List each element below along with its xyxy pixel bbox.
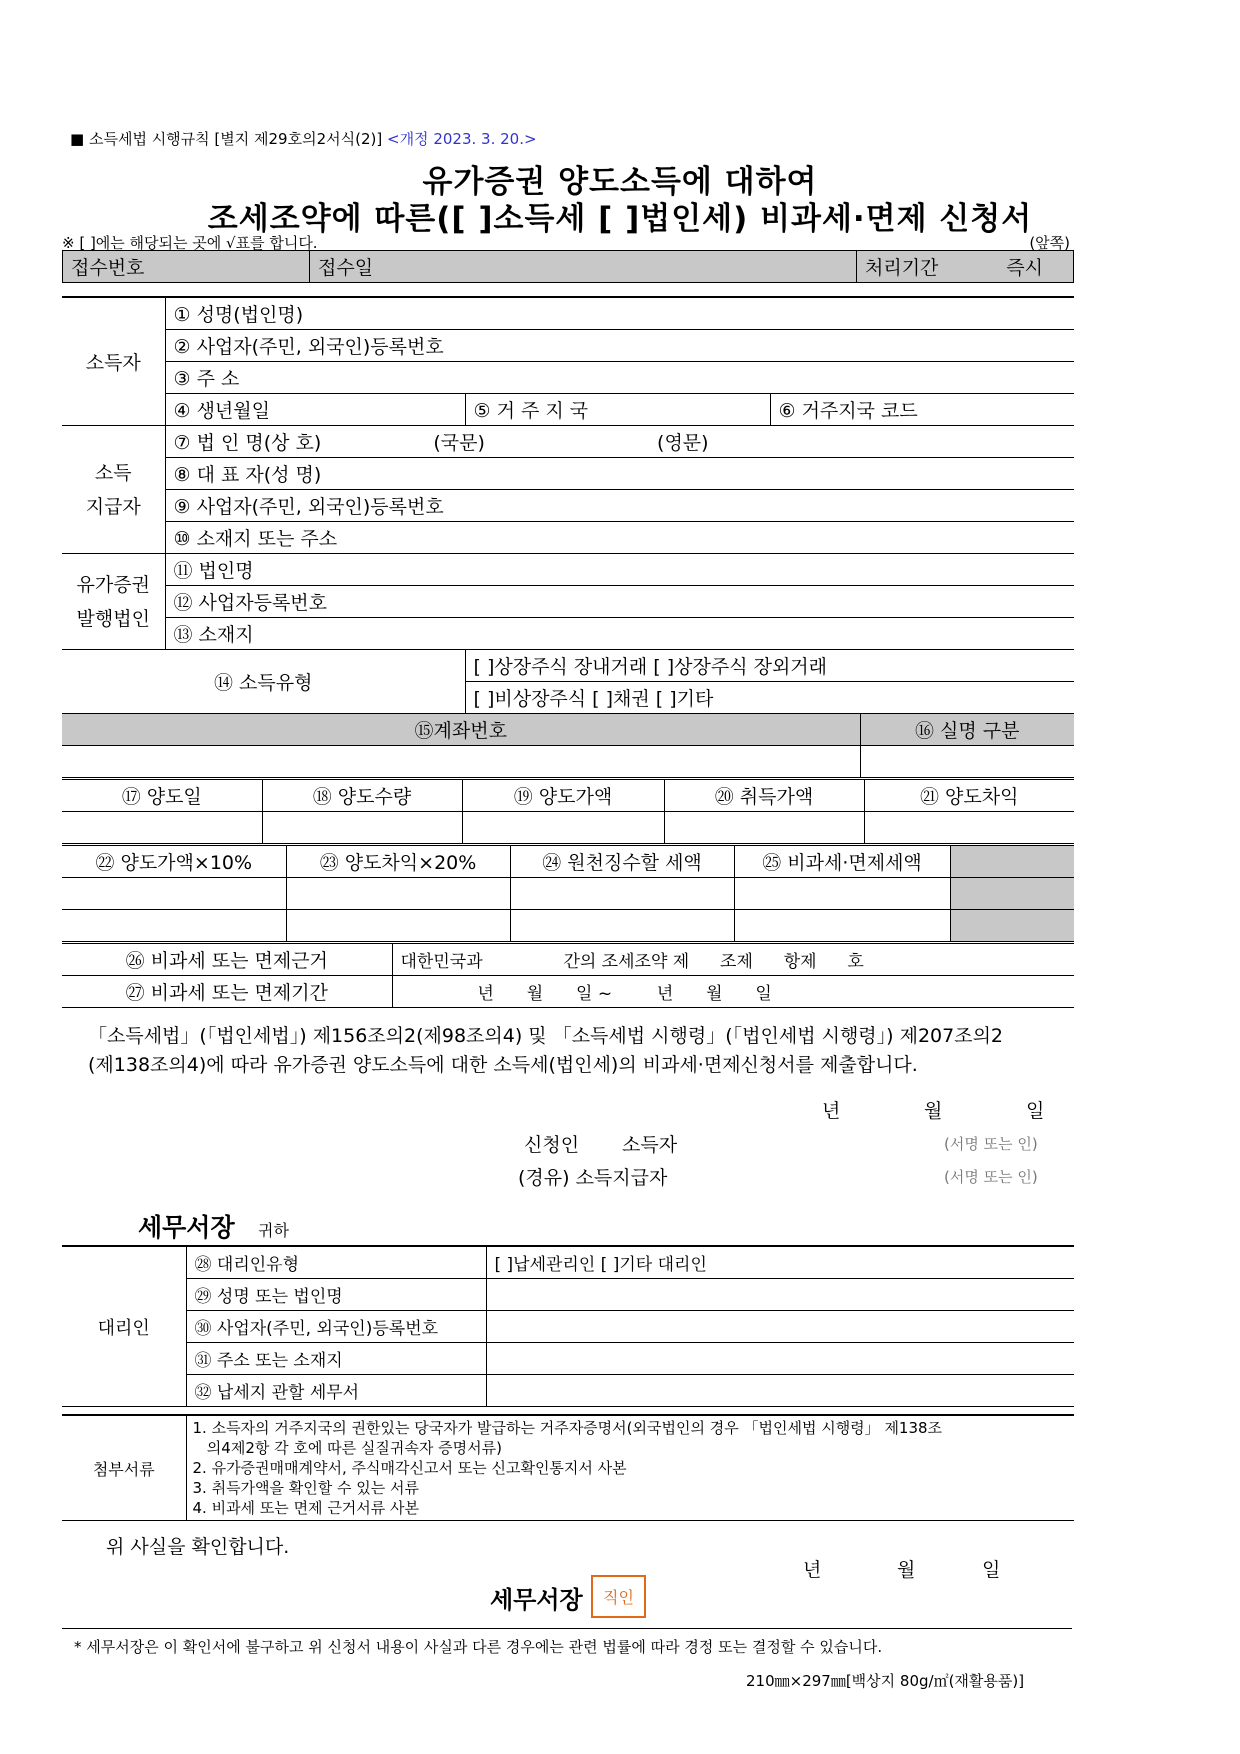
agent-office-field[interactable] — [486, 1375, 1074, 1407]
transfer-table — [62, 779, 1074, 844]
basis-item: 호 — [847, 952, 864, 972]
withhold-header: ㉔ 원천징수할 세액 — [510, 846, 734, 878]
period-year-1: 년 — [477, 984, 494, 1004]
issuer-location-field[interactable]: ⑬ 소재지 — [165, 618, 1074, 650]
issuer-bizno-field[interactable]: ⑫ 사업자등록번호 — [165, 586, 1074, 618]
account-table — [62, 713, 1074, 778]
attachments-label: 첨부서류 — [62, 1415, 186, 1521]
income-type-label: ⑭ 소득유형 — [62, 650, 465, 714]
form-title-line1: 유가증권 양도소득에 대하여 — [422, 164, 818, 200]
payer-label — [62, 426, 165, 554]
issuer-label-1: 유가증권 — [76, 573, 150, 596]
date-day: 일 — [1026, 1100, 1045, 1122]
info-table — [62, 296, 1074, 714]
transfer-date-field[interactable] — [62, 812, 262, 844]
payer-sign[interactable]: (서명 또는 인) — [944, 1168, 1038, 1186]
payer-regno-field[interactable]: ⑨ 사업자(주민, 외국인)등록번호 — [165, 490, 1074, 522]
receipt-table — [62, 250, 1074, 283]
gain20-header: ㉓ 양도차익×20% — [286, 846, 510, 878]
basis-field[interactable] — [392, 944, 1074, 976]
earner-sign[interactable]: (서명 또는 인) — [944, 1135, 1038, 1153]
form-ref-text: 소득세법 시행규칙 [별지 제29호의2서식(2)] — [88, 130, 383, 148]
tax-table — [62, 845, 1074, 942]
addressee-office: 세무서장 — [138, 1213, 235, 1242]
applicant-earner: 소득자 — [622, 1134, 678, 1156]
account-no-header: ⑮계좌번호 — [62, 714, 860, 746]
attachment-item: 3. 취득가액을 확인할 수 있는 서류 — [192, 1479, 420, 1497]
attachment-item: 2. 유가증권매매계약서, 주식매각신고서 또는 신고확인통지서 사본 — [192, 1459, 627, 1477]
process-period-value: 즉시 — [953, 251, 1074, 283]
footnote-divider — [62, 1628, 1072, 1629]
price10-field[interactable] — [62, 878, 286, 910]
transfer-price-header: ⑲ 양도가액 — [462, 780, 664, 812]
earner-birth-field[interactable]: ④ 생년월일 — [165, 394, 465, 426]
transfer-gain-header: ㉑ 양도차익 — [864, 780, 1074, 812]
attachments-list — [186, 1415, 1074, 1521]
shaded-cell — [950, 878, 1074, 910]
agent-name-label: ㉙ 성명 또는 법인명 — [186, 1279, 486, 1311]
earner-address-field[interactable]: ③ 주 소 — [165, 362, 1074, 394]
statement-line1: 「소득세법」(「법인세법」) 제156조의2(제98조의4) 및 「소득세법 시행령」(「법인세법 시행령」) 제207조의2 — [88, 1025, 1004, 1047]
confirm-year: 년 — [803, 1559, 822, 1581]
attachments-table — [62, 1414, 1074, 1521]
payer-corp-name-label: ⑦ 법 인 명(상 호) — [173, 432, 322, 454]
exempt-field[interactable] — [734, 878, 950, 910]
payer-rep-field[interactable]: ⑧ 대 표 자(성 명) — [165, 458, 1074, 490]
checkbox-note: ※ [ ]에는 해당되는 곳에 √표를 합니다. — [62, 234, 318, 252]
issuer-name-field[interactable]: ⑪ 법인명 — [165, 554, 1074, 586]
basis-table — [62, 943, 1074, 1008]
page-side: (앞쪽) — [1029, 234, 1070, 252]
statement-line2: (제138조의4)에 따라 유가증권 양도소득에 대한 소득세(법인세)의 비과세·면제신청서를 제출합니다. — [88, 1054, 918, 1076]
agent-table — [62, 1245, 1074, 1407]
realname-header: ⑯ 실명 구분 — [860, 714, 1074, 746]
transfer-qty-header: ⑱ 양도수량 — [262, 780, 462, 812]
gain20-field[interactable] — [286, 878, 510, 910]
payer-label-2: 지급자 — [85, 495, 141, 518]
price10-field[interactable] — [62, 910, 286, 942]
withhold-field[interactable] — [510, 910, 734, 942]
revision-date: <개정 2023. 3. 20.> — [387, 130, 537, 148]
transfer-gain-field[interactable] — [864, 812, 1074, 844]
acq-price-field[interactable] — [664, 812, 864, 844]
agent-address-label: ㉛ 주소 또는 소재지 — [186, 1343, 486, 1375]
confirm-day: 일 — [982, 1559, 1001, 1581]
footnote: * 세무서장은 이 확인서에 불구하고 위 신청서 내용이 사실과 다른 경우에는 관련 법률에 따라 경정 또는 결정할 수 있습니다. — [74, 1638, 883, 1656]
korean-name-label: (국문) — [433, 432, 485, 454]
process-period-label: 처리기간 — [857, 251, 954, 283]
shaded-cell — [950, 846, 1074, 878]
income-earner-label: 소득자 — [62, 297, 165, 426]
basis-article: 조제 — [720, 952, 753, 972]
issuer-label-2: 발행법인 — [76, 607, 150, 630]
agent-label: 대리인 — [62, 1246, 186, 1407]
transfer-price-field[interactable] — [462, 812, 664, 844]
date-year: 년 — [822, 1100, 841, 1122]
applicant-via: (경유) 소득지급자 — [518, 1167, 668, 1189]
transfer-date-header: ⑰ 양도일 — [62, 780, 262, 812]
period-year-2: 년 — [656, 984, 674, 1004]
price10-header: ㉒ 양도가액×10% — [62, 846, 286, 878]
period-month-2: 월 — [706, 984, 723, 1004]
paper-spec: 210㎜×297㎜[백상지 80g/㎡(재활용품)] — [746, 1672, 1025, 1690]
transfer-qty-field[interactable] — [262, 812, 462, 844]
confirm-office: 세무서장 — [490, 1586, 583, 1614]
gain20-field[interactable] — [286, 910, 510, 942]
agent-office-label: ㉜ 납세지 관할 세무서 — [186, 1375, 486, 1407]
income-type-options-1[interactable]: [ ]상장주식 장내거래 [ ]상장주식 장외거래 — [465, 650, 1074, 682]
agent-type-label: ㉘ 대리인유형 — [186, 1246, 486, 1279]
account-no-field[interactable] — [62, 746, 860, 778]
payer-address-field[interactable]: ⑩ 소재지 또는 주소 — [165, 522, 1074, 554]
earner-name-field[interactable]: ① 성명(법인명) — [165, 297, 1074, 330]
period-label: ㉗ 비과세 또는 면제기간 — [62, 976, 392, 1008]
agent-regno-field[interactable] — [486, 1311, 1074, 1343]
applicant-label: 신청인 — [524, 1134, 580, 1156]
attachment-item: 4. 비과세 또는 면제 근거서류 사본 — [192, 1499, 420, 1517]
period-day-1: 일 ~ — [576, 984, 613, 1004]
acq-price-header: ⑳ 취득가액 — [664, 780, 864, 812]
attachment-item: 의4제2항 각 호에 따른 실질귀속자 증명서류) — [192, 1439, 502, 1457]
period-field[interactable] — [392, 976, 1074, 1008]
income-type-options-2[interactable]: [ ]비상장주식 [ ]채권 [ ]기타 — [465, 682, 1074, 714]
withhold-field[interactable] — [510, 878, 734, 910]
form-title-line2: 조세조약에 따른([ ]소득세 [ ]법인세) 비과세·면제 신청서 — [207, 201, 1033, 237]
agent-address-field[interactable] — [486, 1343, 1074, 1375]
basis-treaty: 간의 조세조약 제 — [563, 952, 690, 972]
english-name-label: (영문) — [657, 432, 709, 454]
issuer-label — [62, 554, 165, 650]
agent-regno-label: ㉚ 사업자(주민, 외국인)등록번호 — [186, 1311, 486, 1343]
attachment-item: 1. 소득자의 거주지국의 권한있는 당국자가 발급하는 거주자증명서(외국법인의 경우 「법인세법 시행령」 제138조 — [192, 1419, 943, 1437]
earner-regno-field[interactable]: ② 사업자(주민, 외국인)등록번호 — [165, 330, 1074, 362]
official-seal: 직인 — [591, 1575, 646, 1618]
receipt-date-label: 접수일 — [310, 251, 857, 283]
basis-korea: 대한민국과 — [400, 952, 483, 972]
basis-label: ㉖ 비과세 또는 면제근거 — [62, 944, 392, 976]
agent-type-options[interactable]: [ ]납세관리인 [ ]기타 대리인 — [486, 1246, 1074, 1279]
addressee-honor: 귀하 — [258, 1221, 289, 1240]
period-day-2: 일 — [755, 984, 772, 1004]
shaded-cell — [950, 910, 1074, 942]
payer-label-1: 소득 — [94, 461, 132, 484]
earner-country-code-field[interactable]: ⑥ 거주지국 코드 — [770, 394, 1074, 426]
realname-field[interactable] — [860, 746, 1074, 778]
confirm-text: 위 사실을 확인합니다. — [106, 1536, 290, 1558]
earner-residence-field[interactable]: ⑤ 거 주 지 국 — [465, 394, 770, 426]
basis-paragraph: 항제 — [783, 952, 817, 972]
square-icon: ■ — [70, 130, 85, 148]
payer-corp-name-field[interactable] — [165, 426, 1074, 458]
exempt-field[interactable] — [734, 910, 950, 942]
form-reference — [70, 128, 537, 149]
period-month-1: 월 — [526, 984, 544, 1004]
exempt-header: ㉕ 비과세·면제세액 — [734, 846, 950, 878]
date-month: 월 — [924, 1100, 943, 1122]
agent-name-field[interactable] — [486, 1279, 1074, 1311]
confirm-month: 월 — [897, 1559, 916, 1581]
receipt-no-label: 접수번호 — [63, 251, 310, 283]
